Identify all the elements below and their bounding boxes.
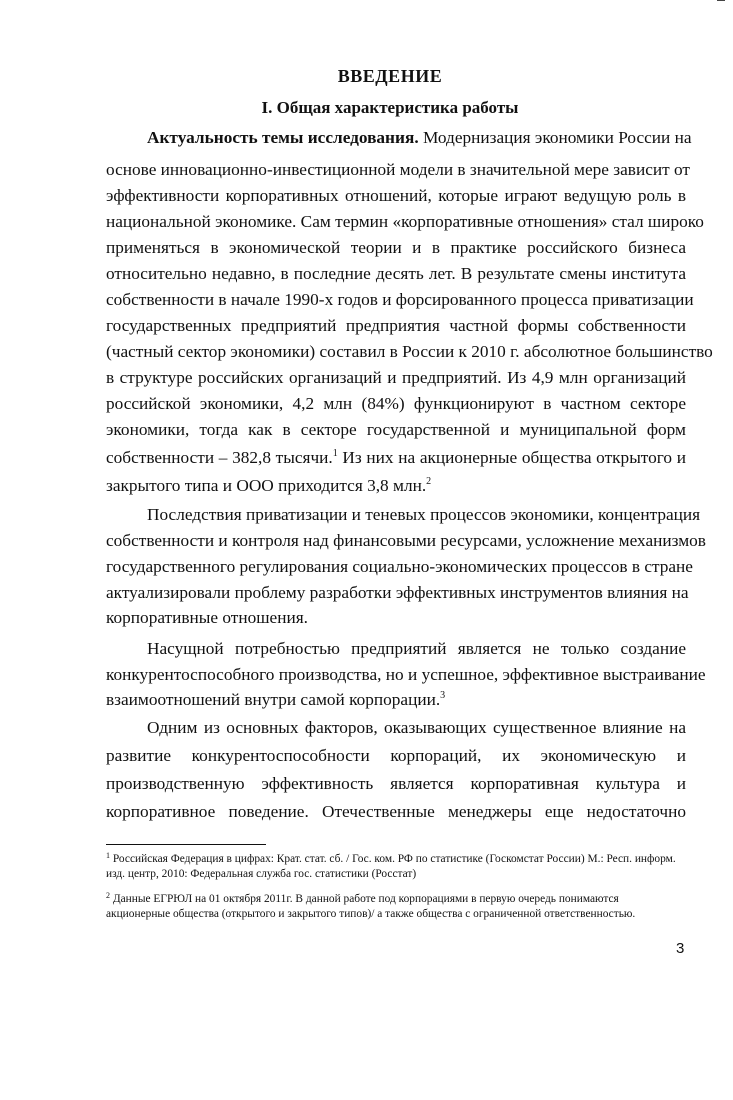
paragraph-line: эффективности корпоративных отношений, которые играют ведущую роль в xyxy=(106,186,686,205)
paragraph-line: корпоративные отношения. xyxy=(106,608,308,627)
page-title: ВВЕДЕНИЕ xyxy=(337,66,443,86)
footnote-text: Данные ЕГРЮЛ на 01 октября 2011г. В данной работе под корпорациями в первую очередь понимаются xyxy=(112,893,619,905)
footnote-number: 1 xyxy=(106,851,110,860)
text-fragment: закрытого типа и ООО приходится 3,8 млн. xyxy=(106,476,427,495)
lead-phrase: Актуальность темы исследования. xyxy=(147,128,419,147)
footnote-separator xyxy=(106,844,266,845)
paragraph-line: актуализировали проблему разработки эффективных инструментов влияния на xyxy=(106,583,689,602)
text-fragment: Из них на акционерные общества открытого и xyxy=(337,448,686,467)
page-number: 3 xyxy=(676,940,685,957)
paragraph-line: основе инновационно-инвестиционной модели в значительной мере зависит от xyxy=(106,160,690,179)
footnote-text: акционерные общества (открытого и закрытого типов)/ а также общества с ограниченной ответственностью. xyxy=(106,908,636,920)
paragraph-line xyxy=(147,128,692,148)
paragraph-line: Последствия приватизации и теневых процессов экономики, концентрация xyxy=(147,505,701,524)
footnote-number: 2 xyxy=(106,891,110,900)
footnote-ref: 2 xyxy=(426,476,432,487)
section-subtitle: I. Общая характеристика работы xyxy=(261,98,519,117)
paragraph-line: конкурентоспособного производства, но и успешное, эффективное выстраивание xyxy=(106,665,706,684)
paragraph-line: применяться в экономической теории и в практике российского бизнеса xyxy=(106,238,686,257)
paragraph-line: Насущной потребностью предприятий является не только создание xyxy=(147,639,686,658)
paragraph-line: национальной экономике. Сам термин «корпоративные отношения» стал широко xyxy=(106,212,704,231)
paragraph-line: относительно недавно, в последние десять лет. В результате смены института xyxy=(106,264,686,283)
paragraph-line: собственности в начале 1990-х годов и форсированного процесса приватизации xyxy=(106,290,694,309)
footnote-ref: 1 xyxy=(332,448,338,459)
footnote xyxy=(106,892,686,922)
paragraph-line: в структуре российских организаций и предприятий. Из 4,9 млн организаций xyxy=(106,368,686,387)
paragraph-line: корпоративное поведение. Отечественные менеджеры еще недостаточно xyxy=(106,802,686,821)
paragraph-line: (частный сектор экономики) составил в России к 2010 г. абсолютное большинство xyxy=(106,342,713,361)
paragraph-line: государственного регулирования социально-экономических процессов в стране xyxy=(106,557,693,576)
paragraph-line: собственности и контроля над финансовыми ресурсами, усложнение механизмов xyxy=(106,531,706,550)
footnote-text: Российская Федерация в цифрах: Крат. стат. сб. / Гос. ком. РФ по статистике (Госкомстат России) М.: Респ. информ. xyxy=(112,853,676,865)
paragraph-line xyxy=(106,690,686,710)
footnote xyxy=(106,852,686,882)
paragraph-line xyxy=(106,448,686,468)
paragraph-line: производственную эффективность является корпоративная культура и xyxy=(106,774,686,793)
footnote-text: изд. центр, 2010: Федеральная служба гос. статистики (Росстат) xyxy=(106,868,417,880)
paragraph-line: Одним из основных факторов, оказывающих существенное влияние на xyxy=(147,718,686,737)
paragraph-line: развитие конкурентоспособности корпораций, их экономическую и xyxy=(106,746,686,765)
text-fragment: собственности – 382,8 тысячи. xyxy=(106,448,333,467)
text-fragment: взаимоотношений внутри самой корпорации. xyxy=(106,690,441,709)
text-fragment: Модернизация экономики России на xyxy=(422,128,692,147)
paragraph-line: российской экономики, 4,2 млн (84%) функционируют в частном секторе xyxy=(106,394,686,413)
paragraph-line: экономики, тогда как в секторе государственной и муниципальной форм xyxy=(106,420,686,439)
paragraph-line: государственных предприятий предприятия частной формы собственности xyxy=(106,316,686,335)
paragraph-line xyxy=(106,476,686,496)
footnote-ref: 3 xyxy=(440,690,446,701)
scan-corner-mark xyxy=(717,0,725,4)
